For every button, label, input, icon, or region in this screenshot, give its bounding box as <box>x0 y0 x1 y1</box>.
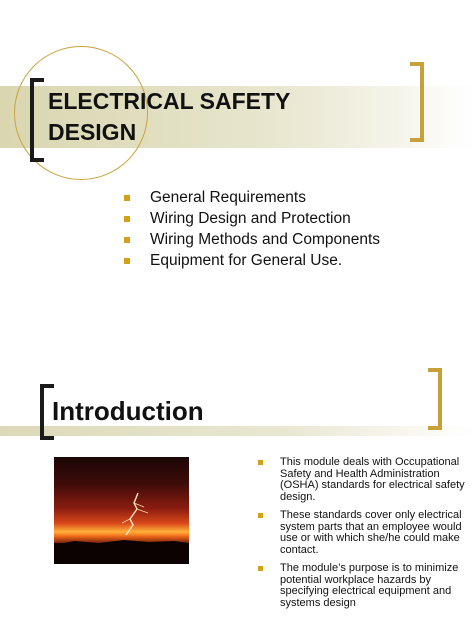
square-bullet-icon <box>258 513 263 518</box>
lightning-bolt-icon <box>54 457 189 564</box>
right-bracket <box>410 62 424 142</box>
list-item: Equipment for General Use. <box>122 250 380 271</box>
list-item: These standards cover only electrical system parts that an employee would use or with which she/he could make contact. <box>258 510 470 556</box>
intro-list <box>258 457 470 616</box>
left-bracket <box>30 78 44 162</box>
square-bullet-icon <box>258 460 263 465</box>
slide-title-text: Introduction <box>52 396 204 426</box>
list-item: Wiring Methods and Components <box>122 229 380 250</box>
square-bullet-icon <box>124 216 130 222</box>
lightning-photo <box>54 457 189 564</box>
list-item: General Requirements <box>122 187 380 208</box>
list-item: The module’s purpose is to minimize potential workplace hazards by specifying electrical equipment and systems design <box>258 563 470 609</box>
slide-introduction <box>0 340 474 632</box>
square-bullet-icon <box>124 195 130 201</box>
square-bullet-icon <box>124 237 130 243</box>
list-item: Wiring Design and Protection <box>122 208 380 229</box>
title-band <box>0 426 474 436</box>
right-bracket <box>428 368 442 430</box>
square-bullet-icon <box>258 566 263 571</box>
square-bullet-icon <box>124 258 130 264</box>
list-item: This module deals with Occupational Safety and Health Administration (OSHA) standards for electrical safety design. <box>258 457 470 503</box>
slide-title-text: ELECTRICAL SAFETY DESIGN <box>48 88 290 145</box>
topic-list <box>122 187 380 271</box>
